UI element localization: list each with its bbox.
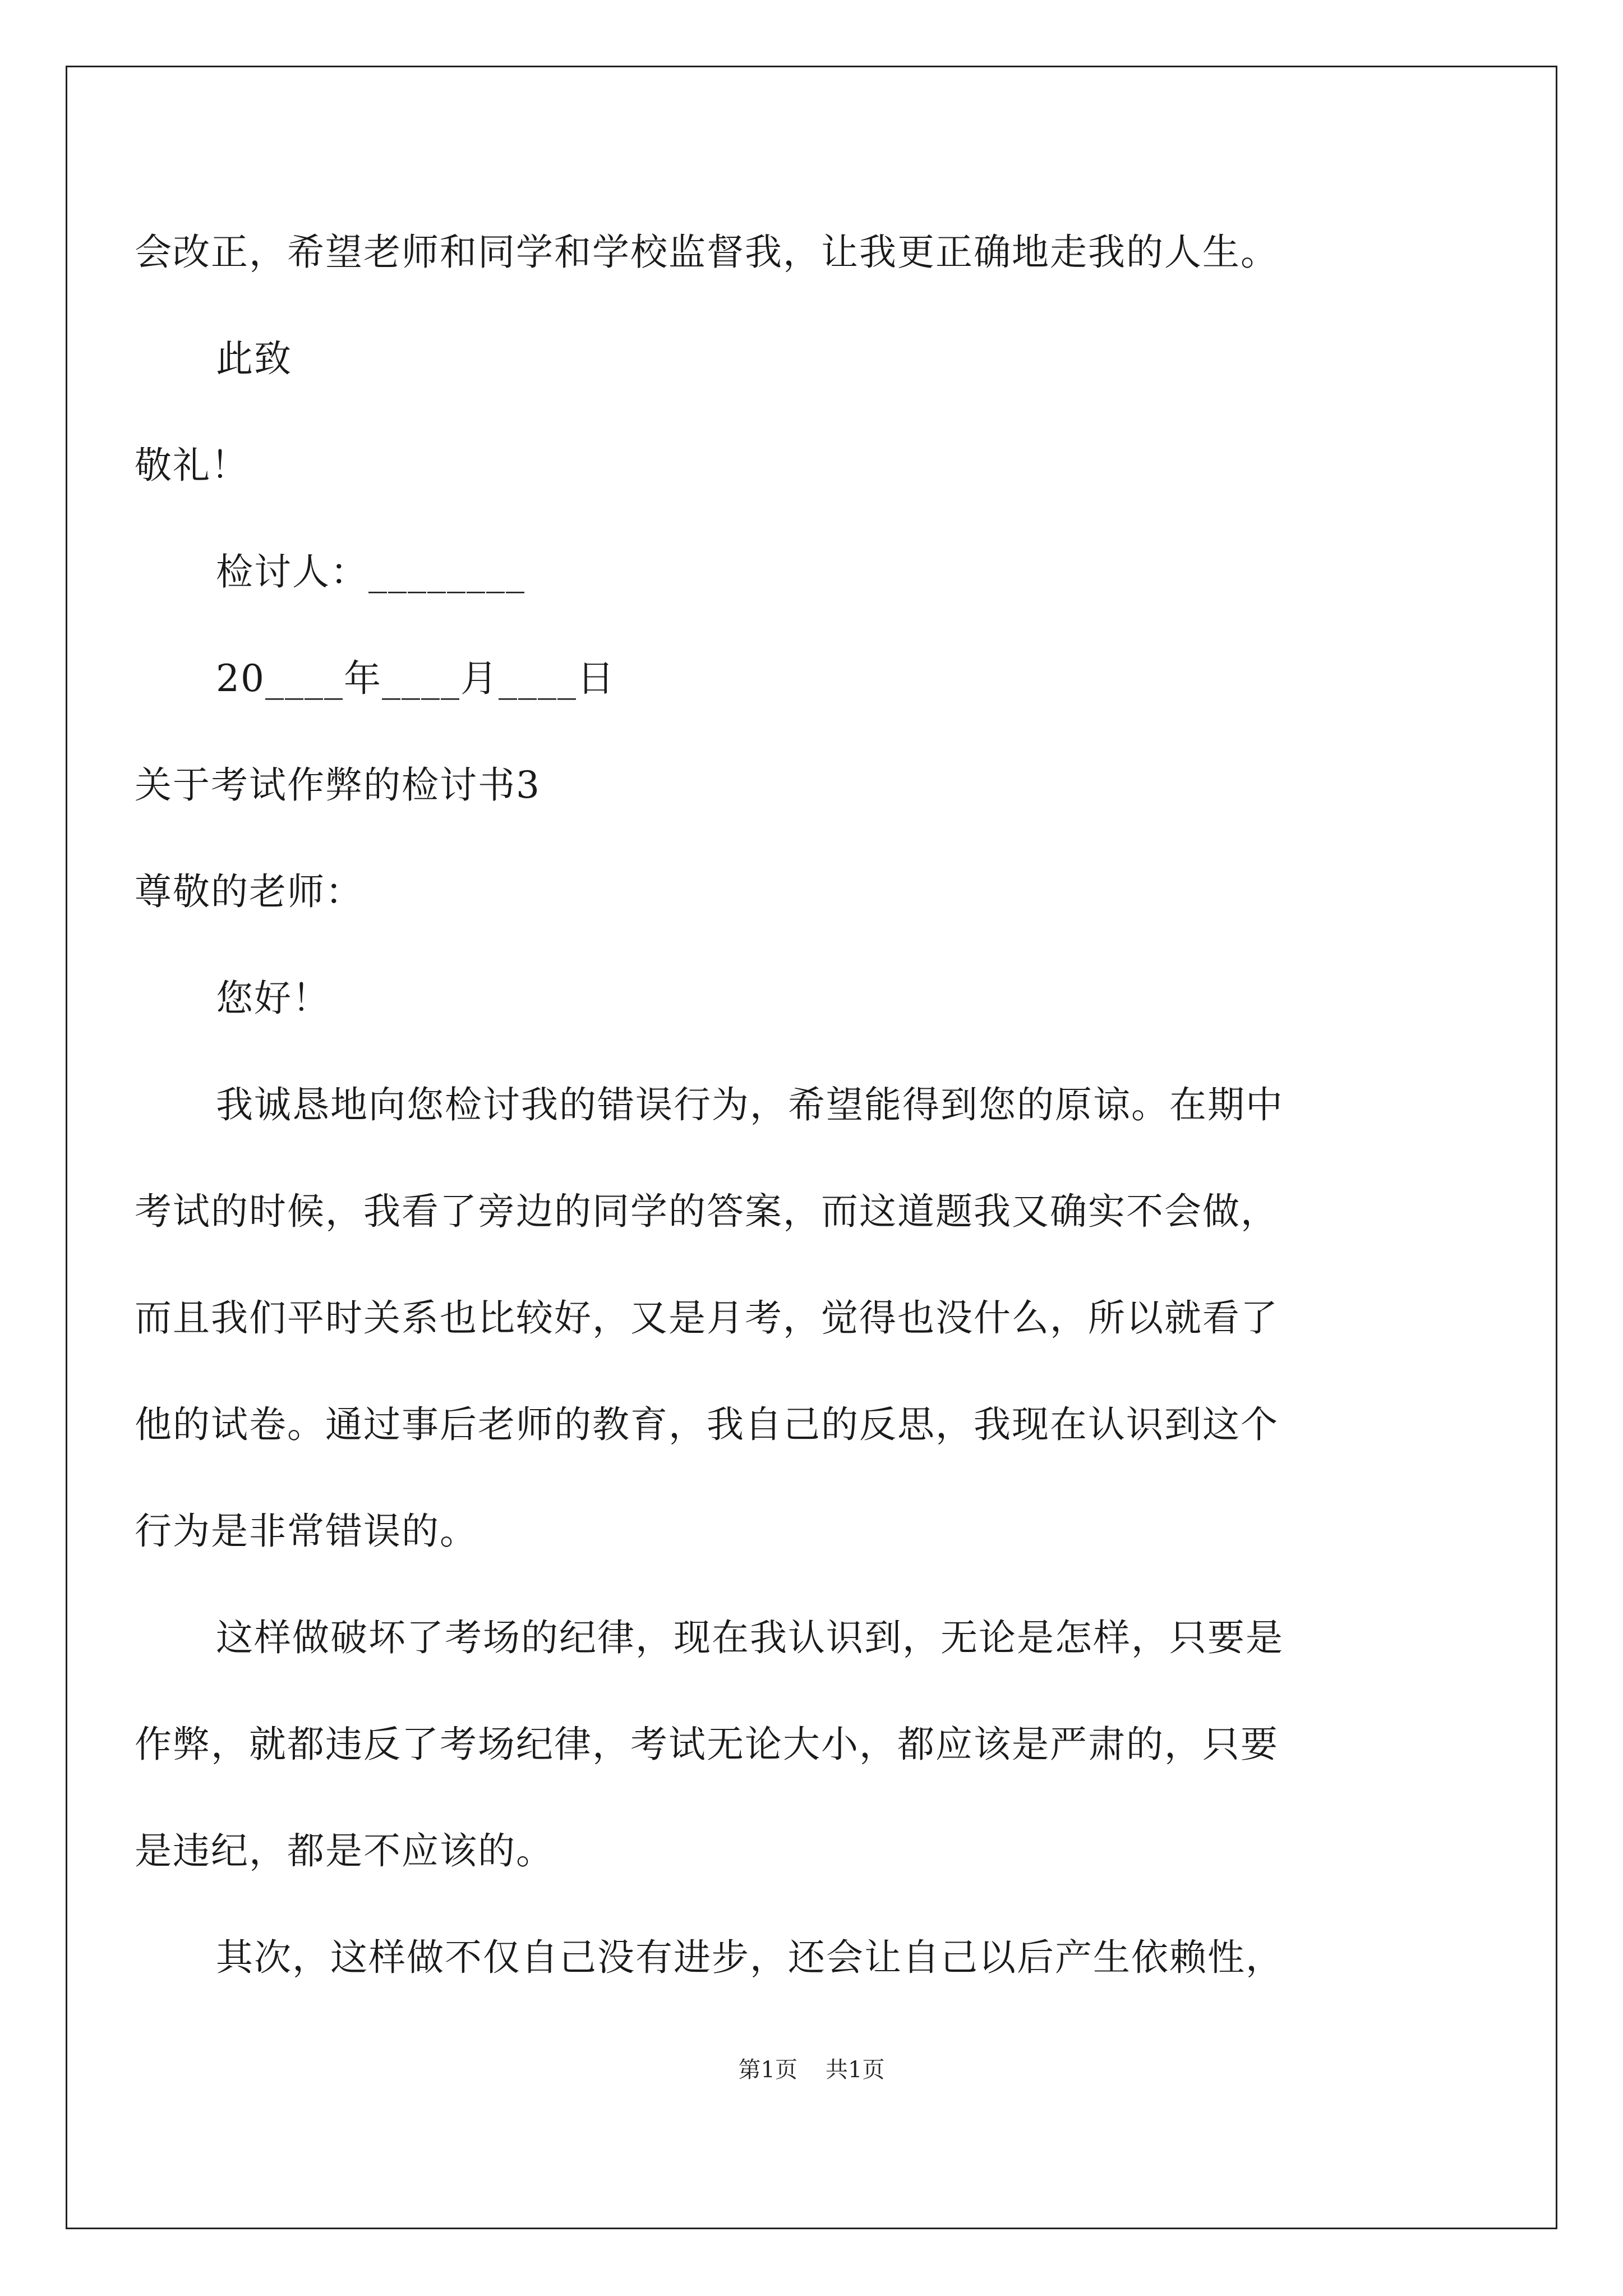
text-line: 行为是非常错误的。 bbox=[135, 1510, 478, 1553]
text-line: 是违纪，都是不应该的。 bbox=[135, 1829, 554, 1872]
date-line: 20____年____月____日 bbox=[216, 657, 615, 700]
page-footer bbox=[0, 2053, 1623, 2087]
page-current: 第1页 bbox=[738, 2057, 797, 2083]
text-line: 尊敬的老师： bbox=[135, 870, 363, 913]
page-total: 共1页 bbox=[826, 2057, 885, 2083]
text-line: 我诚恳地向您检讨我的错误行为，希望能得到您的原谅。在期中 bbox=[216, 1083, 1284, 1126]
page-border bbox=[66, 66, 1557, 2229]
text-line: 会改正，希望老师和同学和学校监督我，让我更正确地走我的人生。 bbox=[135, 231, 1279, 274]
text-line: 考试的时候，我看了旁边的同学的答案，而这道题我又确实不会做， bbox=[135, 1190, 1279, 1233]
text-line: 您好！ bbox=[216, 977, 330, 1020]
text-line: 这样做破坏了考场的纪律，现在我认识到，无论是怎样，只要是 bbox=[216, 1616, 1284, 1659]
text-line: 其次，这样做不仅自己没有进步，还会让自己以后产生依赖性， bbox=[216, 1936, 1284, 1979]
text-line: 作弊，就都违反了考场纪律，考试无论大小，都应该是严肃的，只要 bbox=[135, 1723, 1279, 1766]
text-line: 而且我们平时关系也比较好，又是月考，觉得也没什么，所以就看了 bbox=[135, 1296, 1279, 1340]
text-line: 敬礼！ bbox=[135, 444, 249, 487]
signature-line: 检讨人：________ bbox=[216, 550, 525, 593]
text-line: 此致 bbox=[216, 337, 292, 380]
text-line: 他的试卷。通过事后老师的教育，我自己的反思，我现在认识到这个 bbox=[135, 1403, 1279, 1446]
section-title: 关于考试作弊的检讨书3 bbox=[135, 763, 541, 807]
